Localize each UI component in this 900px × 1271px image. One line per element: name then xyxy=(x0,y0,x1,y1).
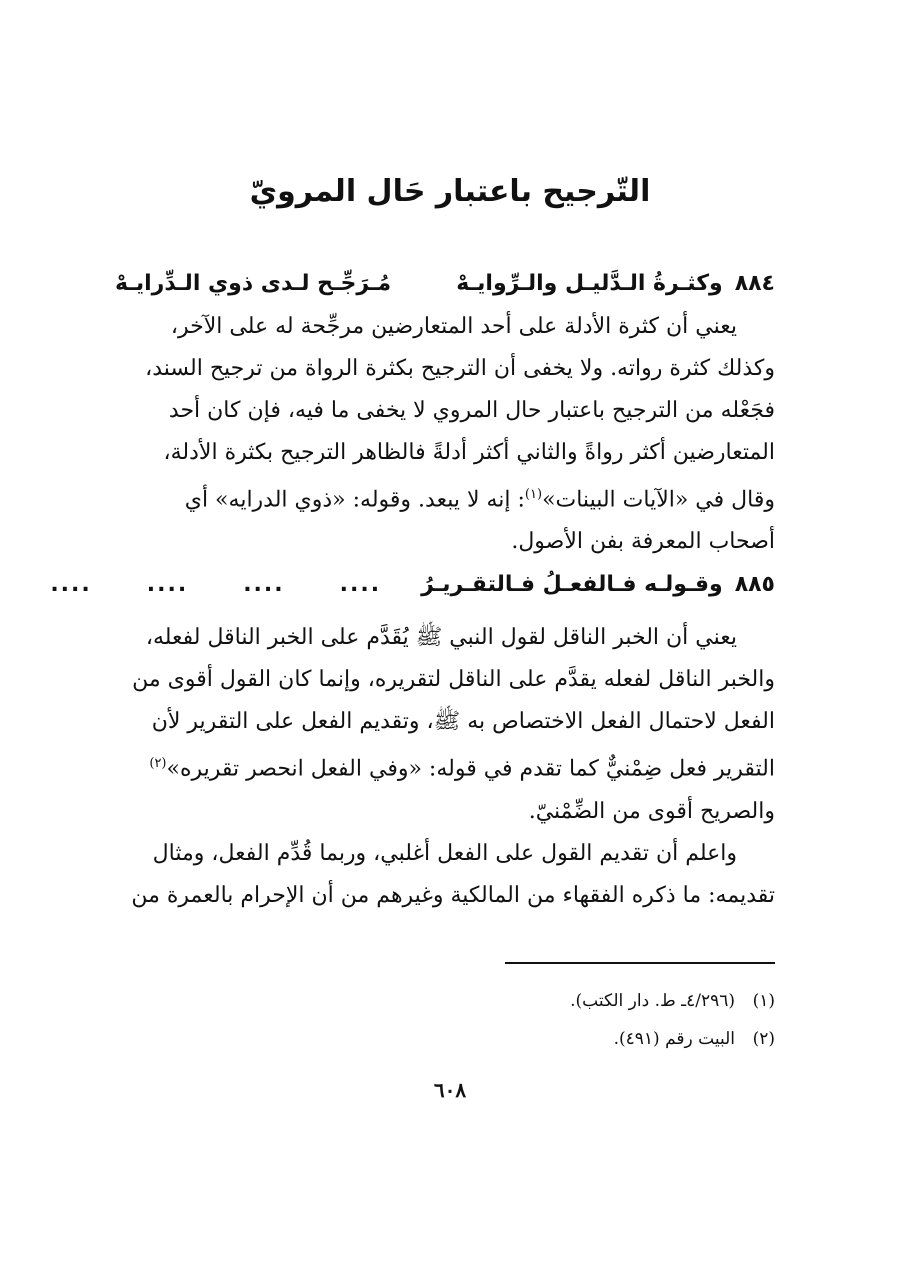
footnote-text: (٤/٢٩٦ـ ط. دار الكتب). xyxy=(570,991,735,1011)
text-line: واعلم أن تقديم القول على الفعل أغلبي، وربما قُدِّم الفعل، ومثال xyxy=(152,840,737,866)
text-line xyxy=(115,743,775,790)
main-content xyxy=(50,262,775,917)
text-line: أصحاب المعرفة بفن الأصول. xyxy=(511,529,775,555)
verse-ellipsis xyxy=(50,563,381,607)
text-line: تقديمه: ما ذكره الفقهاء من المالكية وغيرهم من أن الإحرام بالعمرة من xyxy=(131,882,775,908)
verse-number: ٨٨٥ xyxy=(734,572,775,598)
text-fragment: التقرير فعل ضِمْنيٌّ كما تقدم في قوله: «وفي الفعل انحصر تقريره» xyxy=(166,756,775,782)
text-line: والصريح أقوى من الضِّمْنيّ. xyxy=(528,798,775,824)
ellipsis-dots: .... xyxy=(146,572,189,598)
footnote-number: (١) xyxy=(752,991,775,1011)
verse-884 xyxy=(115,262,775,306)
verse-hemistich-second: مُـرَجِّـح لـدى ذوي الـدِّرايـهْ xyxy=(115,271,392,296)
text-line: وكذلك كثرة رواته. ولا يخفى أن الترجيح بكثرة الرواة من ترجيح السند، xyxy=(145,356,775,381)
footnote-ref[interactable]: (١) xyxy=(524,487,543,502)
footnote-divider xyxy=(505,962,775,964)
ellipsis-dots: .... xyxy=(243,572,285,598)
page-number: ٦٠٨ xyxy=(433,1078,467,1102)
footnote-ref[interactable]: (٢) xyxy=(149,756,167,772)
commentary-paragraph xyxy=(115,306,775,563)
text-line: يعني أن كثرة الأدلة على أحد المتعارضين مرجِّحة له على الآخر، xyxy=(170,314,737,339)
footnote-item xyxy=(115,1020,775,1058)
verse-hemistich-first: وكثـرةُ الـدَّليـل والـرِّوايـهْ xyxy=(456,271,723,296)
footnote-text: البيت رقم (٤٩١). xyxy=(613,1029,735,1049)
text-fragment: وقال في «الآيات البينات» xyxy=(542,487,775,513)
verse-hemistich-first: وقـولـه فـالفعـلُ فـالتقـريـرُ xyxy=(421,572,723,598)
verse-885 xyxy=(50,563,775,607)
footnotes xyxy=(115,982,775,1058)
text-line xyxy=(115,474,775,521)
commentary-paragraph xyxy=(115,833,775,917)
section-title: التّرجيح باعتبار حَال المرويّ xyxy=(249,174,651,209)
text-line: والخبر الناقل لفعله يقدَّم على الناقل لتقريره، وإنما كان القول أقوى من xyxy=(132,667,775,693)
text-line: يعني أن الخبر الناقل لقول النبي ﷺ يُقَدَّم على الخبر الناقل لفعله، xyxy=(145,625,737,651)
footnote-item xyxy=(115,982,775,1020)
commentary-paragraph xyxy=(115,617,775,832)
text-fragment: : إنه لا يبعد. وقوله: «ذوي الدرايه» أي xyxy=(184,487,525,513)
footnote-number: (٢) xyxy=(752,1029,775,1049)
ellipsis-dots: .... xyxy=(339,572,382,598)
verse-number: ٨٨٤ xyxy=(734,271,775,296)
text-line: الفعل لاحتمال الفعل الاختصاص به ﷺ، وتقديم الفعل على التقرير لأن xyxy=(151,709,775,735)
ellipsis-dots: .... xyxy=(50,572,92,598)
text-line: فجَعْله من الترجيح باعتبار حال المروي لا يخفى ما فيه، فإن كان أحد xyxy=(168,398,775,423)
text-line: المتعارضين أكثر رواةً والثاني أكثر أدلةً فالظاهر الترجيح بكثرة الأدلة، xyxy=(163,440,775,465)
